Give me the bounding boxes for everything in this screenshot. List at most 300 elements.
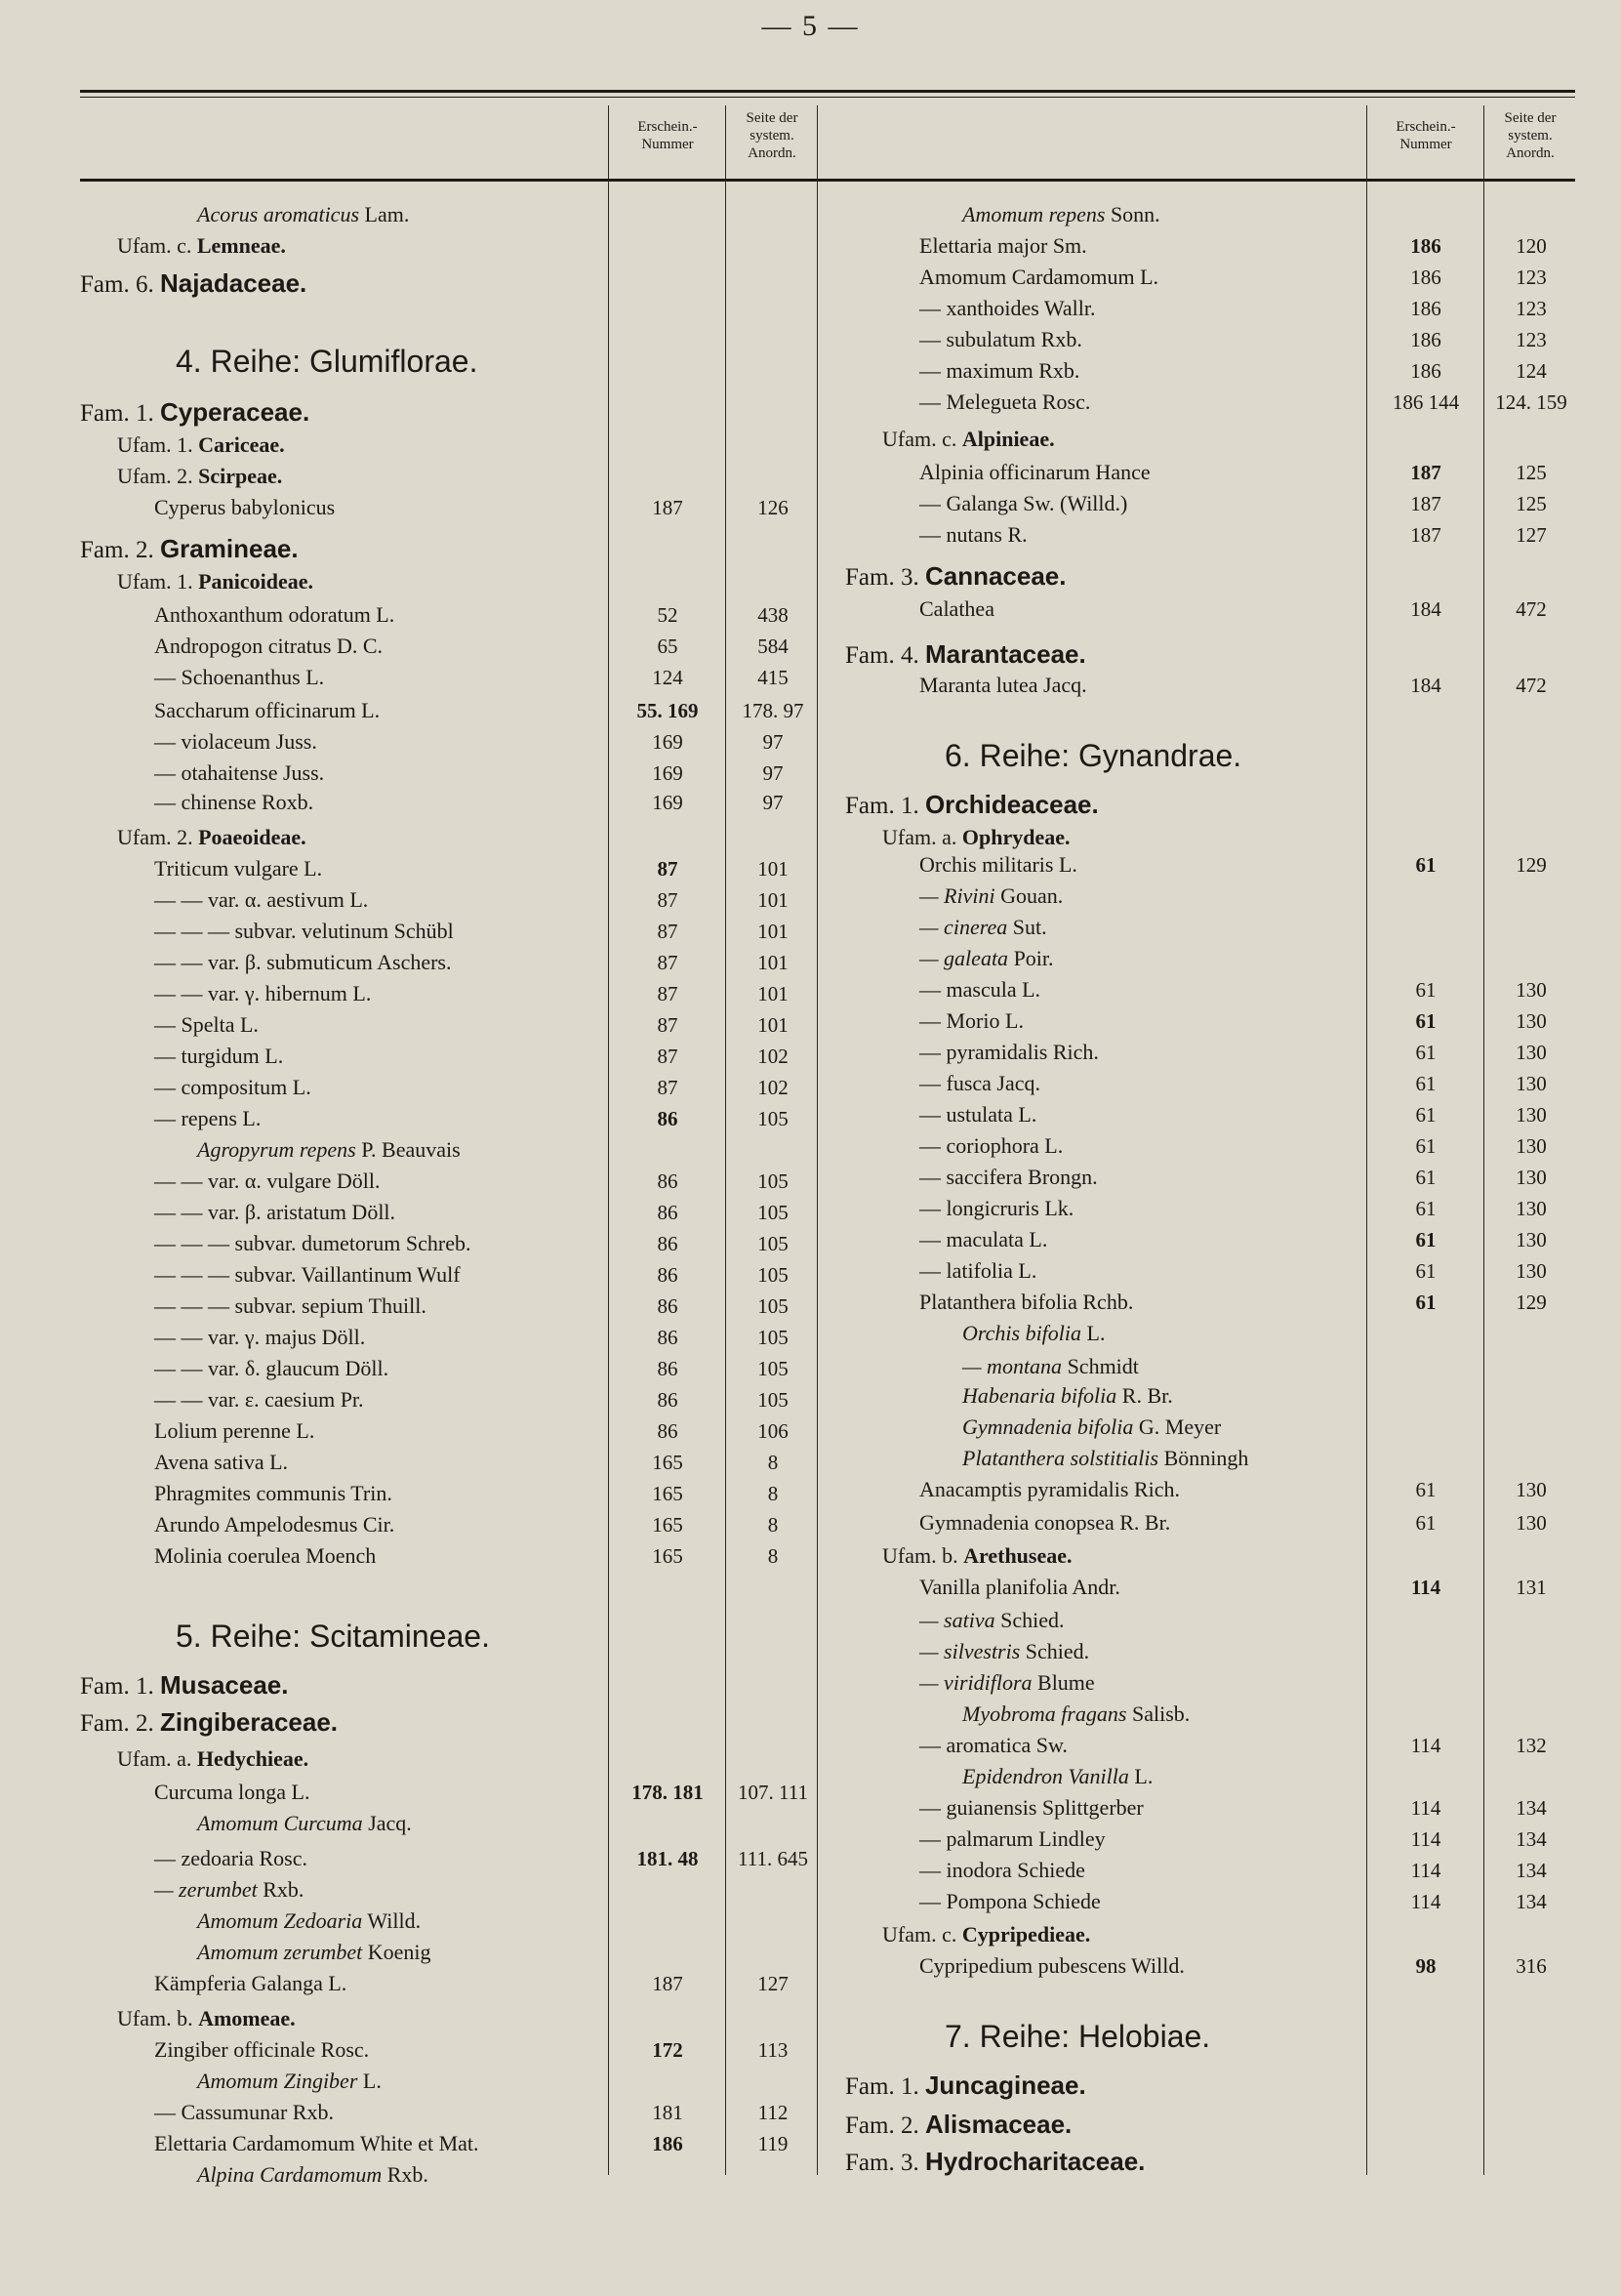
page-ref: 105 <box>757 1263 789 1287</box>
issue-number: 114 <box>1410 1859 1441 1882</box>
species-row <box>0 1886 1621 1917</box>
issue-number: 165 <box>652 1544 683 1568</box>
species-name: Curcuma longa L. <box>154 1780 310 1804</box>
species-row <box>0 355 1621 387</box>
subfamily-row <box>0 2003 1621 2034</box>
page-ref: 134 <box>1516 1890 1547 1913</box>
page-ref: 102 <box>757 1076 789 1099</box>
species-name: — montana Schmidt <box>962 1354 1139 1378</box>
species-name: Elettaria Cardamomum White et Mat. <box>154 2131 479 2155</box>
issue-number: 87 <box>657 982 678 1005</box>
issue-number: 187 <box>1410 492 1441 515</box>
family-label: Fam. 4. <box>845 642 925 669</box>
right-header-page: Seite der system. Anordn. <box>1504 110 1557 161</box>
species-row <box>0 1824 1621 1855</box>
issue-number: 178. 181 <box>631 1781 704 1804</box>
subfamily-name: Ufam. c. Cypripedieae. <box>882 1922 1091 1947</box>
species-row <box>0 1572 1621 1603</box>
page-ref: 125 <box>1516 492 1547 515</box>
family-name: Juncagineae. <box>924 2070 1086 2100</box>
species-name: — saccifera Brongn. <box>919 1165 1098 1189</box>
species-name: Saccharum officinarum L. <box>154 698 381 722</box>
issue-number: 114 <box>1410 1734 1441 1757</box>
species-row <box>0 488 1621 519</box>
species-name: — longicruris Lk. <box>919 1196 1074 1220</box>
issue-number: 165 <box>652 1482 683 1505</box>
species-name: — — — subvar. sepium Thuill. <box>154 1293 426 1318</box>
species-name: Triticum vulgare L. <box>154 856 323 881</box>
issue-number: 86 <box>657 1419 678 1443</box>
species-name: Platanthera solstitialis Bönningh <box>962 1446 1249 1470</box>
species-name: — — var. δ. glaucum Döll. <box>154 1356 389 1380</box>
species-row <box>0 881 1621 912</box>
page-ref: 8 <box>767 1513 779 1537</box>
issue-number: 86 <box>657 1388 678 1412</box>
subfamily-name: Ufam. 2. Scirpeae. <box>117 464 283 488</box>
species-name: — repens L. <box>154 1106 262 1130</box>
species-row <box>0 1287 1621 1318</box>
page-ref: 102 <box>757 1045 789 1068</box>
page-ref: 124. 159 <box>1495 390 1567 414</box>
issue-number: 87 <box>657 951 678 974</box>
species-name: Amomum Zedoaria Willd. <box>197 1908 422 1933</box>
family-name: Gramineae. <box>159 534 299 563</box>
page-ref: 132 <box>1516 1734 1547 1757</box>
issue-number: 61 <box>1415 1511 1437 1535</box>
species-row <box>0 1380 1621 1412</box>
issue-number: 86 <box>657 1232 678 1255</box>
family-name: Hydrocharitaceae. <box>924 2147 1146 2176</box>
page-ref: 123 <box>1516 266 1547 289</box>
species-row <box>0 387 1621 418</box>
page-ref: 8 <box>767 1544 779 1568</box>
subfamily-name: Ufam. c. Lemneae. <box>117 233 286 258</box>
species-name: Amomum zerumbet Koenig <box>197 1940 431 1964</box>
species-name: — silvestris Schied. <box>919 1639 1090 1663</box>
species-name: — maximum Rxb. <box>919 358 1080 383</box>
family-label: Fam. 3. <box>845 2150 925 2176</box>
species-name: — Cassumunar Rxb. <box>154 2100 334 2124</box>
species-name: Andropogon citratus D. C. <box>154 634 384 658</box>
species-row <box>0 594 1621 625</box>
family-heading <box>845 2068 1086 2105</box>
species-row <box>0 230 1621 262</box>
issue-number: 187 <box>1410 461 1441 484</box>
family-name: Cannaceae. <box>924 561 1067 591</box>
issue-number: 52 <box>657 603 678 627</box>
species-name: — palmarum Lindley <box>919 1826 1106 1851</box>
page-ref: 105 <box>757 1169 789 1193</box>
species-row <box>0 1255 1621 1287</box>
species-name: Gymnadenia conopsea R. Br. <box>919 1510 1171 1535</box>
species-name: — — — subvar. dumetorum Schreb. <box>154 1231 471 1255</box>
issue-number: 61 <box>1415 1259 1437 1283</box>
species-name: — Melegueta Rosc. <box>919 390 1091 414</box>
species-row <box>0 1636 1621 1667</box>
family-name: Orchideaceae. <box>924 790 1099 819</box>
family-heading <box>845 2144 1145 2181</box>
species-name: — zedoaria Rosc. <box>154 1846 307 1870</box>
page-ref: 105 <box>757 1201 789 1224</box>
page-ref: 112 <box>757 2101 789 2124</box>
species-name: — xanthoides Wallr. <box>919 296 1096 320</box>
species-row <box>0 2097 1621 2128</box>
top-rule <box>80 90 1575 98</box>
subfamily-row <box>0 424 1621 455</box>
issue-number: 186 <box>1410 359 1441 383</box>
issue-number: 61 <box>1415 1291 1437 1314</box>
species-name: — compositum L. <box>154 1075 311 1099</box>
species-name: — — var. ε. caesium Pr. <box>154 1387 364 1412</box>
species-name: — Rivini Gouan. <box>919 883 1064 908</box>
species-name: — Galanga Sw. (Willd.) <box>919 491 1128 515</box>
page-ref: 126 <box>757 496 789 519</box>
species-row <box>0 1005 1621 1037</box>
page-ref: 101 <box>757 1013 789 1037</box>
species-row <box>0 787 1621 818</box>
species-name: — — var. γ. majus Döll. <box>154 1325 366 1349</box>
species-name: Gymnadenia bifolia G. Meyer <box>962 1414 1222 1439</box>
issue-number: 61 <box>1415 1134 1437 1158</box>
page-ref: 130 <box>1516 1103 1547 1127</box>
species-name: — maculata L. <box>919 1227 1048 1251</box>
species-row <box>0 519 1621 551</box>
issue-number: 86 <box>657 1263 678 1287</box>
species-name: — — — subvar. Vaillantinum Wulf <box>154 1262 461 1287</box>
page-ref: 111. 645 <box>738 1847 808 1870</box>
species-name: Epidendron Vanilla L. <box>962 1764 1154 1788</box>
species-name: Amomum Curcuma Jacq. <box>197 1811 412 1835</box>
page-ref: 97 <box>762 730 784 754</box>
family-label: Fam. 2. <box>80 537 160 563</box>
left-header-no: Erschein.- Nummer <box>637 119 698 152</box>
issue-number: 124 <box>652 666 683 689</box>
subfamily-row <box>0 1919 1621 1950</box>
issue-number: 114 <box>1410 1796 1441 1820</box>
species-row <box>0 1318 1621 1349</box>
species-name: Anacamptis pyramidalis Rich. <box>919 1477 1180 1501</box>
page-ref: 129 <box>1516 853 1547 877</box>
species-row <box>0 2159 1621 2191</box>
species-row <box>0 1730 1621 1761</box>
issue-number: 87 <box>657 1045 678 1068</box>
issue-number: 61 <box>1415 1478 1437 1501</box>
page-ref: 130 <box>1516 1511 1547 1535</box>
species-name: — Schoenanthus L. <box>154 665 325 689</box>
issue-number: 65 <box>657 635 678 658</box>
family-label: Fam. 3. <box>845 564 925 591</box>
family-name: Cyperaceae. <box>159 397 310 427</box>
page-ref: 584 <box>757 635 789 658</box>
page-ref: 127 <box>757 1972 789 1995</box>
species-name: — viridiflora Blume <box>919 1670 1095 1695</box>
issue-number: 114 <box>1410 1827 1441 1851</box>
issue-number: 186 <box>1410 266 1441 289</box>
species-name: — — var. β. submuticum Aschers. <box>154 950 452 974</box>
species-row <box>0 262 1621 293</box>
issue-number: 87 <box>657 888 678 912</box>
page-ref: 97 <box>762 791 784 814</box>
issue-number: 61 <box>1415 978 1437 1002</box>
species-name: Phragmites communis Trin. <box>154 1481 392 1505</box>
right-header-no: Erschein.- Nummer <box>1396 119 1456 152</box>
family-name: Alismaceae. <box>924 2110 1073 2139</box>
species-row <box>0 293 1621 324</box>
species-name: — fusca Jacq. <box>919 1071 1041 1095</box>
species-row <box>0 2034 1621 2066</box>
species-name: Anthoxanthum odoratum L. <box>154 602 395 627</box>
family-name: Marantaceae. <box>924 639 1086 669</box>
page-ref: 472 <box>1516 597 1547 621</box>
page-ref: 178. 97 <box>742 699 804 722</box>
species-row <box>0 199 1621 230</box>
species-name: Cyperus babylonicus <box>154 495 336 519</box>
species-row <box>0 1224 1621 1255</box>
family-label: Fam. 1. <box>845 2073 925 2100</box>
page-ref: 130 <box>1516 978 1547 1002</box>
species-name: Habenaria bifolia R. Br. <box>962 1383 1173 1408</box>
species-row <box>0 457 1621 488</box>
subfamily-name: Ufam. b. Arethuseae. <box>882 1543 1073 1568</box>
issue-number: 187 <box>652 1972 683 1995</box>
family-heading <box>845 558 1066 595</box>
page-ref: 472 <box>1516 674 1547 697</box>
page-ref: 130 <box>1516 1009 1547 1033</box>
page-ref: 101 <box>757 920 789 943</box>
issue-number: 86 <box>657 1169 678 1193</box>
page-ref: 123 <box>1516 328 1547 351</box>
page-ref: 101 <box>757 888 789 912</box>
issue-number: 187 <box>652 496 683 519</box>
species-name: — turgidum L. <box>154 1044 284 1068</box>
species-row <box>0 1792 1621 1824</box>
family-label: Fam. 1. <box>80 1673 160 1700</box>
species-name: Amomum Cardamomum L. <box>919 265 1159 289</box>
page-ref: 134 <box>1516 1859 1547 1882</box>
family-heading <box>845 2107 1072 2144</box>
species-row <box>0 2128 1621 2159</box>
species-row <box>0 726 1621 758</box>
page-number: — 5 — <box>761 10 860 42</box>
species-name: — cinerea Sut. <box>919 915 1047 939</box>
subfamily-name: Ufam. 2. Poaeoideae. <box>117 825 306 849</box>
species-row <box>0 1855 1621 1886</box>
page-ref: 130 <box>1516 1259 1547 1283</box>
issue-number: 61 <box>1415 1009 1437 1033</box>
species-name: Orchis bifolia L. <box>962 1321 1106 1345</box>
species-name: — pyramidalis Rich. <box>919 1040 1099 1064</box>
issue-number: 61 <box>1415 1228 1437 1251</box>
species-name: — sativa Schied. <box>919 1608 1065 1632</box>
species-row <box>0 1037 1621 1068</box>
species-row <box>0 1474 1621 1505</box>
subfamily-name: Ufam. b. Amomeae. <box>117 2006 296 2030</box>
issue-number: 87 <box>657 857 678 881</box>
species-name: — coriophora L. <box>919 1133 1064 1158</box>
species-name: — — var. α. aestivum L. <box>154 887 369 912</box>
species-name: Amomum repens Sonn. <box>962 202 1160 226</box>
issue-number: 165 <box>652 1513 683 1537</box>
family-name: Najadaceae. <box>159 268 307 298</box>
species-row <box>0 1507 1621 1538</box>
family-label: Fam. 1. <box>80 400 160 427</box>
issue-number: 181 <box>652 2101 683 2124</box>
page-ref: 134 <box>1516 1827 1547 1851</box>
page-ref: 113 <box>757 2038 789 2062</box>
issue-number: 87 <box>657 1013 678 1037</box>
species-name: Orchis militaris L. <box>919 852 1077 877</box>
issue-number: 86 <box>657 1201 678 1224</box>
page-ref: 125 <box>1516 461 1547 484</box>
species-row <box>0 631 1621 662</box>
species-name: — galeata Poir. <box>919 946 1054 970</box>
subfamily-name: Ufam. 1. Cariceae. <box>117 432 285 457</box>
page-ref: 106 <box>757 1419 789 1443</box>
issue-number: 169 <box>652 761 683 785</box>
page-ref: 120 <box>1516 234 1547 258</box>
series-heading: 5. Reihe: Scitamineae. <box>176 1619 490 1654</box>
species-row <box>0 849 1621 881</box>
species-name: — subulatum Rxb. <box>919 327 1082 351</box>
page-ref: 134 <box>1516 1796 1547 1820</box>
issue-number: 87 <box>657 920 678 943</box>
species-name: — inodora Schiede <box>919 1858 1085 1882</box>
species-row <box>0 1068 1621 1099</box>
family-label: Fam. 2. <box>845 2112 925 2139</box>
species-name: Acorus aromaticus Lam. <box>197 202 410 226</box>
species-row <box>0 1351 1621 1382</box>
family-label: Fam. 2. <box>80 1710 160 1737</box>
page-ref: 8 <box>767 1451 779 1474</box>
page-ref: 415 <box>757 666 789 689</box>
page-ref: 101 <box>757 857 789 881</box>
page-ref: 130 <box>1516 1478 1547 1501</box>
species-name: — latifolia L. <box>919 1258 1037 1283</box>
subfamily-name: Ufam. 1. Panicoideae. <box>117 569 314 594</box>
page-ref: 105 <box>757 1107 789 1130</box>
header-rule <box>80 179 1575 182</box>
species-name: — chinense Roxb. <box>154 790 314 814</box>
issue-number: 186 <box>1410 234 1441 258</box>
issue-number: 86 <box>657 1326 678 1349</box>
issue-number: 184 <box>1410 674 1441 697</box>
species-name: — — — subvar. velutinum Schübl <box>154 919 454 943</box>
species-row <box>0 1667 1621 1699</box>
species-name: Molinia coerulea Moench <box>154 1543 377 1568</box>
species-name: — mascula L. <box>919 977 1041 1002</box>
species-name: — violaceum Juss. <box>154 729 317 754</box>
issue-number: 186 <box>652 2132 683 2155</box>
page-ref: 105 <box>757 1357 789 1380</box>
issue-number: 186 <box>1410 297 1441 320</box>
family-name: Zingiberaceae. <box>159 1707 339 1737</box>
page-ref: 105 <box>757 1326 789 1349</box>
issue-number: 184 <box>1410 597 1441 621</box>
page-ref: 129 <box>1516 1291 1547 1314</box>
species-row <box>0 1761 1621 1792</box>
species-name: — Spelta L. <box>154 1012 259 1037</box>
issue-number: 172 <box>652 2038 683 2062</box>
page-ref: 438 <box>757 603 789 627</box>
subfamily-name: Ufam. c. Alpinieae. <box>882 427 1055 451</box>
family-heading <box>845 636 1086 674</box>
subfamily-name: Ufam. a. Ophrydeae. <box>882 825 1071 849</box>
family-label: Fam. 1. <box>845 793 925 819</box>
species-name: — aromatica Sw. <box>919 1733 1068 1757</box>
species-row <box>0 2066 1621 2097</box>
page-ref: 130 <box>1516 1041 1547 1064</box>
series-heading: 7. Reihe: Helobiae. <box>945 2019 1211 2054</box>
species-name: — — var. γ. hibernum L. <box>154 981 372 1005</box>
species-name: Agropyrum repens P. Beauvais <box>197 1137 461 1162</box>
page-ref: 105 <box>757 1232 789 1255</box>
species-name: — Pompona Schiede <box>919 1889 1101 1913</box>
species-name: Arundo Ampelodesmus Cir. <box>154 1512 395 1537</box>
page-ref: 119 <box>757 2132 789 2155</box>
issue-number: 86 <box>657 1294 678 1318</box>
page-ref: 97 <box>762 761 784 785</box>
species-name: — Morio L. <box>919 1008 1024 1033</box>
species-name: — ustulata L. <box>919 1102 1037 1127</box>
page-ref: 130 <box>1516 1228 1547 1251</box>
subfamily-name: Ufam. a. Hedychieae. <box>117 1746 309 1771</box>
issue-number: 61 <box>1415 1103 1437 1127</box>
species-row <box>0 912 1621 943</box>
species-row <box>0 1412 1621 1443</box>
species-name: Myobroma fragans Salisb. <box>962 1702 1191 1726</box>
issue-number: 169 <box>652 791 683 814</box>
issue-number: 165 <box>652 1451 683 1474</box>
page-ref: 101 <box>757 951 789 974</box>
species-name: Elettaria major Sm. <box>919 233 1087 258</box>
page-ref: 130 <box>1516 1134 1547 1158</box>
page-ref: 123 <box>1516 297 1547 320</box>
species-name: Platanthera bifolia Rchb. <box>919 1290 1134 1314</box>
issue-number: 114 <box>1410 1890 1441 1913</box>
species-name: Amomum Zingiber L. <box>197 2069 382 2093</box>
family-label: Fam. 6. <box>80 271 160 298</box>
page-ref: 105 <box>757 1294 789 1318</box>
issue-number: 87 <box>657 1076 678 1099</box>
page-ref: 131 <box>1516 1576 1547 1599</box>
species-row <box>0 1950 1621 1982</box>
page-ref: 124 <box>1516 359 1547 383</box>
issue-number: 55. 169 <box>636 699 699 722</box>
species-name: — nutans R. <box>919 522 1028 547</box>
species-name: — — var. β. aristatum Döll. <box>154 1200 396 1224</box>
species-name: Zingiber officinale Rosc. <box>154 2037 370 2062</box>
species-row <box>0 1699 1621 1730</box>
page-ref: 105 <box>757 1388 789 1412</box>
page-ref: 127 <box>1516 523 1547 547</box>
species-name: Maranta lutea Jacq. <box>919 673 1087 697</box>
family-heading <box>845 787 1099 824</box>
species-row <box>0 1099 1621 1130</box>
issue-number: 86 <box>657 1357 678 1380</box>
page-ref: 8 <box>767 1482 779 1505</box>
species-name: Lolium perenne L. <box>154 1418 315 1443</box>
species-row <box>0 324 1621 355</box>
page-ref: 130 <box>1516 1197 1547 1220</box>
species-name: Alpinia officinarum Hance <box>919 460 1151 484</box>
species-name: — otahaitense Juss. <box>154 760 325 785</box>
issue-number: 187 <box>1410 523 1441 547</box>
species-row <box>0 974 1621 1005</box>
issue-number: 61 <box>1415 1197 1437 1220</box>
family-name: Musaceae. <box>159 1670 289 1700</box>
issue-number: 61 <box>1415 853 1437 877</box>
species-row <box>0 1605 1621 1636</box>
